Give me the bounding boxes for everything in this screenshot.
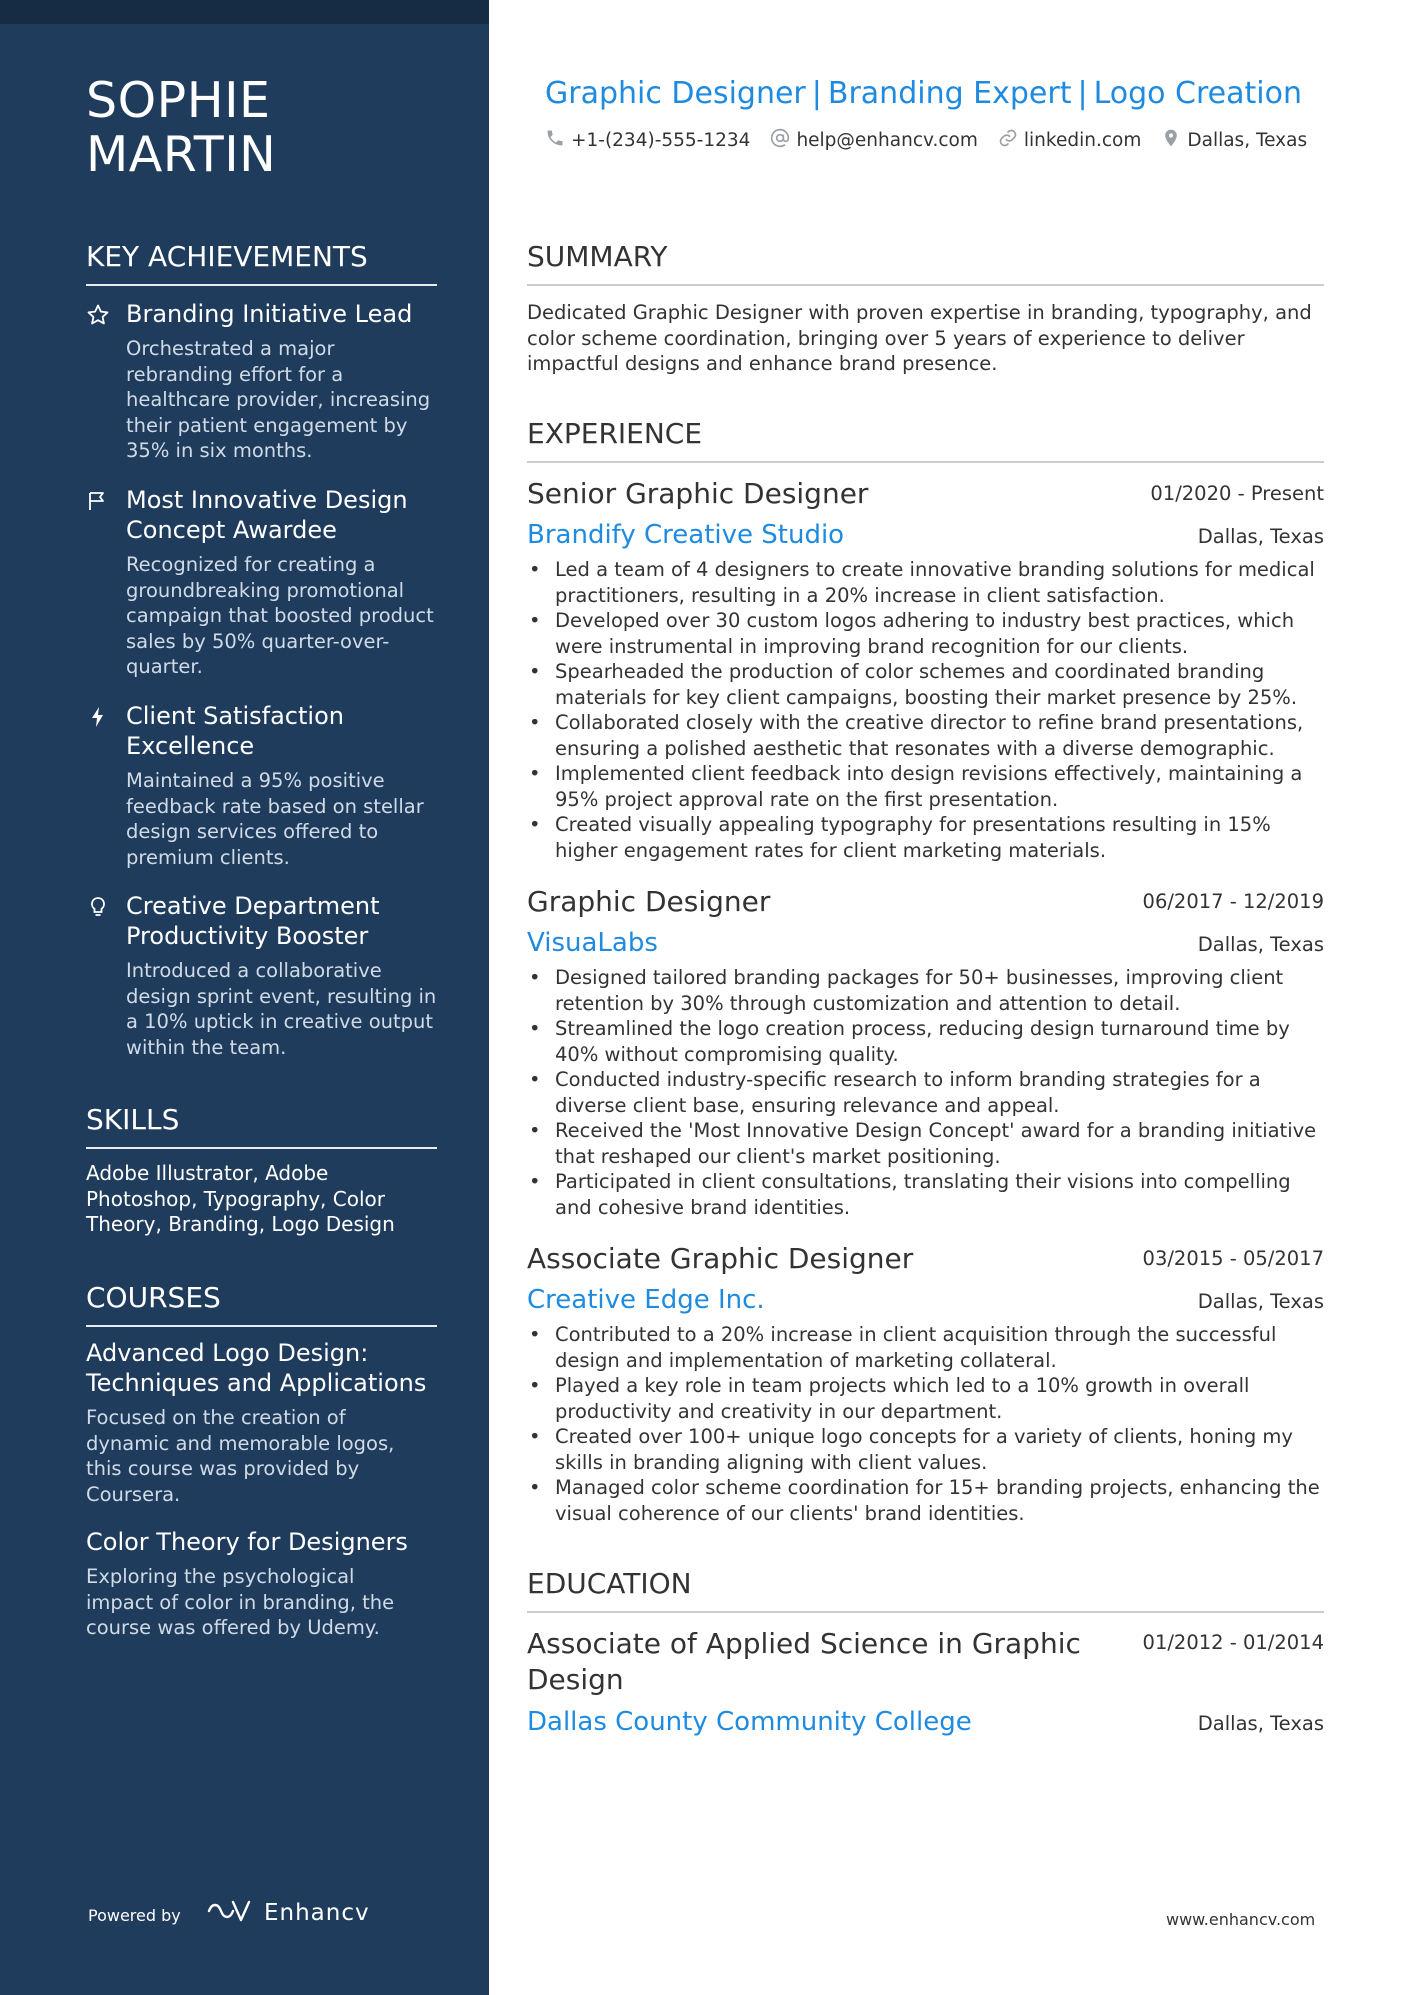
job-bullets <box>527 557 1324 863</box>
contact-email[interactable] <box>770 128 977 153</box>
job-title: Graphic Designer <box>527 885 771 918</box>
job-location: Dallas, Texas <box>1197 525 1324 548</box>
sidebar <box>0 0 489 1995</box>
headline-separator: | <box>811 76 822 111</box>
job-dates: 03/2015 - 05/2017 <box>1142 1247 1324 1270</box>
lightbulb-icon <box>86 895 112 921</box>
at-icon <box>770 128 796 153</box>
sidebar-top-bar <box>0 0 489 24</box>
bullet-item: • Spearheaded the production of color schemes and coordinated branding materials for key client campaigns, boosting their market presence by 25%. <box>527 659 1324 710</box>
link-icon <box>998 128 1024 153</box>
courses-heading: COURSES <box>86 1281 437 1327</box>
brand-name: Enhancv <box>264 1900 370 1926</box>
website-text: linkedin.com <box>1023 130 1142 151</box>
job-title: Senior Graphic Designer <box>527 477 869 510</box>
job-company[interactable]: Brandify Creative Studio <box>527 520 845 550</box>
job-company[interactable]: VisuaLabs <box>527 928 658 958</box>
contact-bar <box>545 128 1335 153</box>
achievement-title: Most Innovative Design Concept Awardee <box>126 486 408 544</box>
education-heading: EDUCATION <box>527 1567 1324 1613</box>
bullet-item: • Led a team of 4 designers to create innovative branding solutions for medical practitioners, resulting in a 20% increase in client satisfaction. <box>527 557 1324 608</box>
job-dates: 01/2020 - Present <box>1150 482 1324 505</box>
degree-title: Associate of Applied Science in Graphic Design <box>527 1627 1081 1696</box>
powered-by-label: Powered by <box>88 1906 181 1925</box>
headline <box>545 74 1335 114</box>
education-dates: 01/2012 - 01/2014 <box>1142 1631 1324 1654</box>
bullet-item: • Conducted industry-specific research to inform branding strategies for a diverse client base, ensuring relevance and appeal. <box>527 1067 1324 1118</box>
course-description: Exploring the psychological impact of color in branding, the course was offered by Udemy. <box>86 1565 395 1639</box>
experience-heading: EXPERIENCE <box>527 417 1324 463</box>
bullet-item: • Developed over 30 custom logos adhering to industry best practices, which were instrumental in improving brand recognition for our clients. <box>527 608 1324 659</box>
bullet-item: • Designed tailored branding packages for 50+ businesses, improving client retention by 30% through customization and attention to detail. <box>527 965 1324 1016</box>
bullet-item: • Participated in client consultations, translating their visions into compelling and cohesive brand identities. <box>527 1169 1324 1220</box>
course-description: Focused on the creation of dynamic and memorable logos, this course was provided by Coursera. <box>86 1406 395 1506</box>
education-location: Dallas, Texas <box>1197 1712 1324 1735</box>
job-bullets <box>527 965 1324 1220</box>
achievement-title: Creative Department Productivity Booster <box>126 892 380 950</box>
phone-text: +1-(234)-555-1234 <box>571 130 751 151</box>
location-pin-icon <box>1161 128 1187 153</box>
candidate-name: SOPHIE MARTIN <box>86 72 277 183</box>
bullet-item: • Managed color scheme coordination for 15+ branding projects, enhancing the visual coherence of our clients' brand identities. <box>527 1475 1324 1526</box>
course-title: Advanced Logo Design: Techniques and Applications <box>86 1339 427 1397</box>
enhancv-logo-icon <box>206 1898 254 1928</box>
email-text: help@enhancv.com <box>796 130 978 151</box>
skills-list: Adobe Illustrator, Adobe Photoshop, Typography, Color Theory, Branding, Logo Design <box>86 1161 395 1236</box>
skills-heading: SKILLS <box>86 1103 437 1149</box>
lightning-icon <box>86 705 112 731</box>
bullet-item: • Created over 100+ unique logo concepts for a variety of clients, honing my skills in branding aligning with client values. <box>527 1424 1324 1475</box>
location-text: Dallas, Texas <box>1187 130 1308 151</box>
contact-phone[interactable] <box>545 128 750 153</box>
school-name[interactable]: Dallas County Community College <box>527 1707 972 1737</box>
bullet-item: • Received the 'Most Innovative Design Concept' award for a branding initiative that reshaped our client's market positioning. <box>527 1118 1324 1169</box>
achievement-title: Branding Initiative Lead <box>126 300 413 328</box>
job-dates: 06/2017 - 12/2019 <box>1142 890 1324 913</box>
contact-location <box>1161 128 1307 153</box>
contact-website[interactable] <box>998 128 1141 153</box>
bullet-item: • Streamlined the logo creation process, reducing design turnaround time by 40% without compromising quality. <box>527 1016 1324 1067</box>
achievement-description: Introduced a collaborative design sprint event, resulting in a 10% uptick in creative output within the team. <box>126 959 437 1059</box>
job-location: Dallas, Texas <box>1197 933 1324 956</box>
headline-role: Graphic Designer <box>545 76 806 111</box>
job-title: Associate Graphic Designer <box>527 1242 914 1275</box>
flag-icon <box>86 489 112 515</box>
headline-role: Branding Expert <box>827 76 1072 111</box>
summary-text: Dedicated Graphic Designer with proven expertise in branding, typography, and color scheme coordination, bringing over 5 years of experience to deliver impactful designs and enhance brand presence. <box>527 301 1312 375</box>
achievement-title: Client Satisfaction Excellence <box>126 702 344 760</box>
footer-url[interactable]: www.enhancv.com <box>1166 1910 1316 1929</box>
brand-logo[interactable] <box>206 1898 370 1928</box>
achievement-description: Maintained a 95% positive feedback rate based on stellar design services offered to premium clients. <box>126 769 424 869</box>
bullet-item: • Contributed to a 20% increase in client acquisition through the successful design and implementation of marketing collateral. <box>527 1322 1324 1373</box>
phone-icon <box>545 128 571 153</box>
summary-heading: SUMMARY <box>527 240 1324 286</box>
bullet-item: • Created visually appealing typography for presentations resulting in 15% higher engagement rates for client marketing materials. <box>527 812 1324 863</box>
bullet-item: • Implemented client feedback into design revisions effectively, maintaining a 95% project approval rate on the first presentation. <box>527 761 1324 812</box>
bullet-item: • Played a key role in team projects which led to a 10% growth in overall productivity and creativity in our department. <box>527 1373 1324 1424</box>
achievements-heading: KEY ACHIEVEMENTS <box>86 240 437 286</box>
star-icon <box>86 303 112 329</box>
headline-role: Logo Creation <box>1093 76 1302 111</box>
job-company[interactable]: Creative Edge Inc. <box>527 1285 765 1315</box>
achievement-description: Recognized for creating a groundbreaking promotional campaign that boosted product sales by 50% quarter-over-quarter. <box>126 553 434 678</box>
headline-separator: | <box>1077 76 1088 111</box>
course-title: Color Theory for Designers <box>86 1528 408 1556</box>
job-location: Dallas, Texas <box>1197 1290 1324 1313</box>
achievement-description: Orchestrated a major rebranding effort for a healthcare provider, increasing their patient engagement by 35% in six months. <box>126 337 431 462</box>
bullet-item: • Collaborated closely with the creative director to refine brand presentations, ensuring a polished aesthetic that resonates with a diverse demographic. <box>527 710 1324 761</box>
job-bullets <box>527 1322 1324 1526</box>
